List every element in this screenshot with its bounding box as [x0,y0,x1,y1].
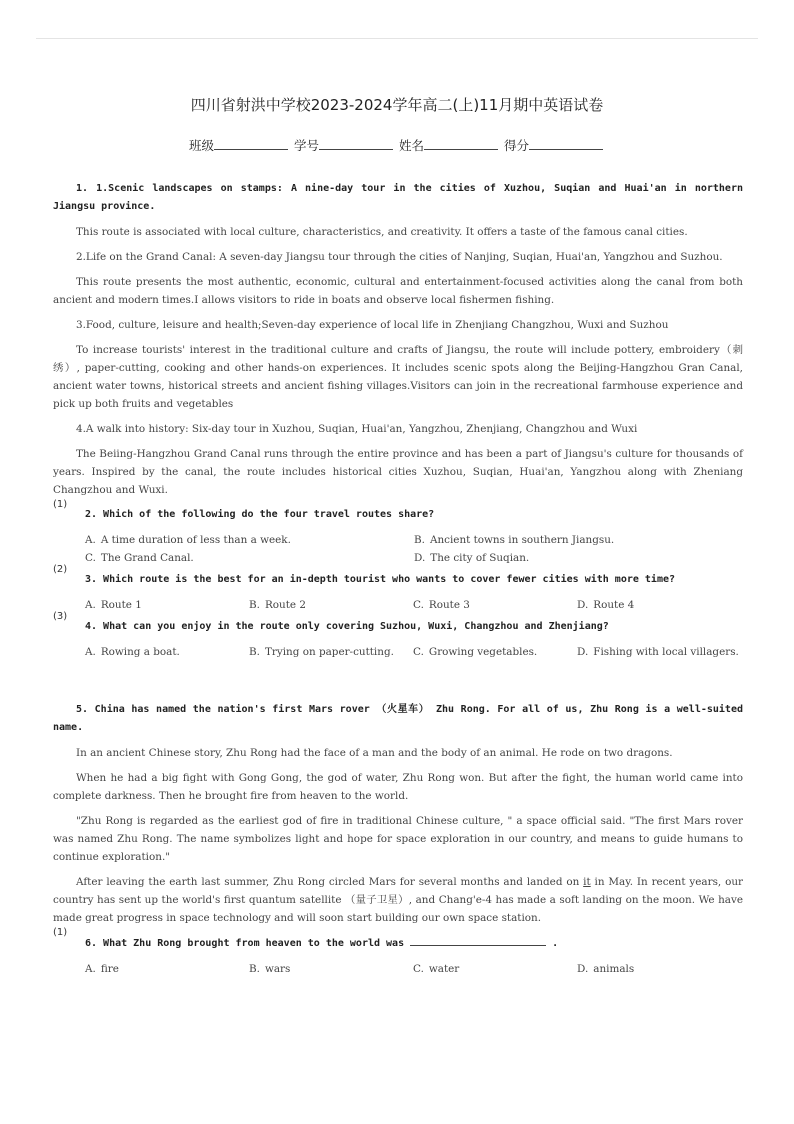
option-text: Trying on paper-cutting. [264,646,394,658]
option-letter: C. [413,646,424,658]
option-text: Rowing a boat. [100,646,180,658]
option-c[interactable] [413,596,577,614]
exam-content [53,180,743,982]
passage1-paragraph: This route presents the most authentic, economic, cultural and entertainment-focused activities along the canal from both ancient and modern times.I allows visitors to ride in boats and observe local fishermen fishing. [53,276,743,306]
option-a[interactable] [85,643,249,661]
passage2-paragraph: When he had a big fight with Gong Gong, the god of water, Zhu Rong won. But after the fight, the human world came into complete darkness. Then he brought fire from heaven to the world. [53,772,743,802]
option-text: fire [100,963,119,975]
answer-blank[interactable] [410,934,546,946]
option-text: Route 1 [100,599,142,611]
section-gap [53,665,743,701]
option-c[interactable] [85,549,414,567]
paragraph-text: in May. In recent years, our country has sent up the world's first quantum satellite （量子卫星）, and Chang'e-4 has made a soft landing on the moon. We have made great progress in space technology and will soon start building our own space station. [53,876,743,924]
top-divider [36,38,758,39]
question-stem-text: 6. What Zhu Rong brought from heaven to the world was [85,938,405,949]
passage1-paragraph: The Beiing-Hangzhou Grand Canal runs through the entire province and has been a part of Jiangsu's culture for thousands of years. Inspired by the canal, the route includes historical cities Xuzhou, Suqian, Huai'an, Yangzhou along with Zheniang Changzhou and Wuxi. [53,448,743,496]
option-d[interactable] [577,960,741,978]
passage1-paragraph: 3.Food, culture, leisure and health;Seven-day experience of local life in Zhenjiang Changzhou, Wuxi and Suzhou [76,319,669,331]
id-field-blank[interactable] [319,137,393,150]
options-group [85,531,743,567]
name-field-label: 姓名 [398,138,424,153]
sub-question-2 [53,564,743,589]
id-field-label: 学号 [293,138,319,153]
option-text: The Grand Canal. [100,552,194,564]
student-info-line [0,136,794,154]
option-letter: A. [85,534,96,546]
option-letter: D. [577,599,589,611]
passage2-paragraph: "Zhu Rong is regarded as the earliest god of fire in traditional Chinese culture, " a space official said. "The first Mars rover was named Zhu Rong. The name symbolizes light and hope for space exploration in our country, and means to guide humans to continue exploration." [53,815,743,863]
option-text: water [428,963,460,975]
option-b[interactable] [249,643,413,661]
question-stem [85,934,743,953]
passage2-heading: 5. China has named the nation's first Mars rover （火星车） Zhu Rong. For all of us, Zhu Rong is a well-suited name. [53,704,743,733]
passage2-paragraph [53,873,743,927]
option-letter: C. [85,552,96,564]
passage1-paragraph: This route is associated with local culture, characteristics, and creativity. It offers a taste of the famous canal cities. [76,226,688,238]
passage2-paragraph: In an ancient Chinese story, Zhu Rong had the face of a man and the body of an animal. He rode on two dragons. [76,747,673,759]
option-text: Ancient towns in southern Jiangsu. [429,534,615,546]
option-text: Fishing with local villagers. [593,646,739,658]
option-text: Route 3 [428,599,470,611]
option-letter: B. [249,963,260,975]
sub-question-number: (2) [53,564,68,575]
option-text: wars [264,963,291,975]
option-letter: A. [85,599,96,611]
page-title: 四川省射洪中学校2023-2024学年高二(上)11月期中英语试卷 [190,96,604,114]
option-b[interactable] [414,531,743,549]
class-field-label: 班级 [188,138,214,153]
name-field-blank[interactable] [424,137,498,150]
option-letter: D. [414,552,426,564]
option-letter: B. [414,534,425,546]
option-text: The city of Suqian. [430,552,530,564]
options-group [85,960,743,978]
option-d[interactable] [577,596,741,614]
paragraph-text: After leaving the earth last summer, Zhu Rong circled Mars for several months and landed on [76,876,584,888]
question-stem: 4. What can you enjoy in the route only covering Suzhou, Wuxi, Changzhou and Zhenjiang? [85,621,609,632]
option-d[interactable] [414,549,743,567]
question-stem: 3. Which route is the best for an in-depth tourist who wants to cover fewer cities with more time? [85,574,676,585]
sub-question-number: (1) [53,499,68,510]
question-stem: 2. Which of the following do the four travel routes share? [85,509,435,520]
option-text: animals [593,963,635,975]
option-text: Growing vegetables. [428,646,538,658]
option-text: A time duration of less than a week. [100,534,291,546]
option-d[interactable] [577,643,741,661]
sub-question-number: (3) [53,611,68,622]
option-letter: B. [249,646,260,658]
option-letter: A. [85,963,96,975]
passage1-paragraph: To increase tourists' interest in the traditional culture and crafts of Jiangsu, the route will include pottery, embroidery（刺绣）, paper-cutting, cooking and other hands-on experiences. It includes scenic spots along the Beijing-Hangzhou Gran Canal, ancient water towns, historical streets and ancient fishing villages.Visitors can join in the recreational farmhouse experience and pick up both fruits and vegetables [53,344,743,410]
option-text: Route 2 [264,599,306,611]
options-group [85,596,743,614]
option-letter: D. [577,646,589,658]
passage1-paragraph: 4.A walk into history: Six-day tour in Xuzhou, Suqian, Huai'an, Yangzhou, Zhenjiang, Changzhou and Wuxi [76,423,638,435]
underlined-word: it [583,876,591,888]
sub-question-3 [53,611,743,636]
option-a[interactable] [85,596,249,614]
sub-question-6 [53,927,743,953]
option-a[interactable] [85,531,414,549]
options-group [85,643,743,661]
option-letter: B. [249,599,260,611]
option-text: Route 4 [593,599,635,611]
score-field-blank[interactable] [529,137,603,150]
option-letter: C. [413,963,424,975]
option-letter: A. [85,646,96,658]
option-a[interactable] [85,960,249,978]
option-c[interactable] [413,960,577,978]
option-b[interactable] [249,960,413,978]
option-b[interactable] [249,596,413,614]
passage1-heading: 1. 1.Scenic landscapes on stamps: A nine-day tour in the cities of Xuzhou, Suqian and Huai'an in northern Jiangsu province. [53,183,743,212]
option-c[interactable] [413,643,577,661]
option-letter: C. [413,599,424,611]
class-field-blank[interactable] [214,137,288,150]
sub-question-1 [53,499,743,524]
sub-question-number: (1) [53,927,68,938]
option-letter: D. [577,963,589,975]
question-stem-end: . [552,938,559,949]
passage1-paragraph: 2.Life on the Grand Canal: A seven-day Jiangsu tour through the cities of Nanjing, Suqian, Huai'an, Yangzhou and Suzhou. [76,251,723,263]
score-field-label: 得分 [503,138,529,153]
